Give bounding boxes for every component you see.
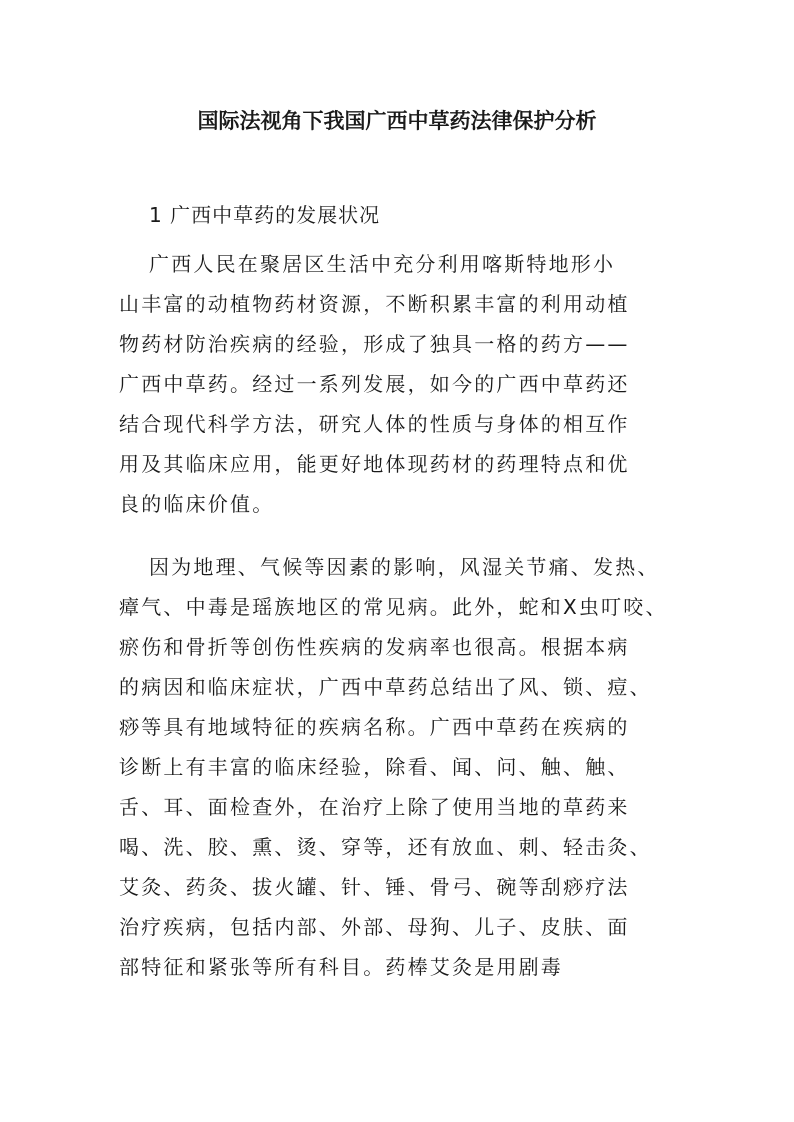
paragraph-line: 用及其临床应用，能更好地体现药材的药理特点和优	[119, 452, 630, 476]
paragraph-2	[119, 547, 668, 987]
paragraph-line: 广西中草药。经过一系列发展，如今的广西中草药还	[119, 372, 630, 396]
document-title: 国际法视角下我国广西中草药法律保护分析	[197, 109, 597, 133]
paragraph-line: 痧等具有地域特征的疾病名称。广西中草药在疾病的	[119, 715, 630, 739]
paragraph-line: 诊断上有丰富的临床经验，除看、闻、问、触、触、	[119, 755, 630, 779]
paragraph-line: 的病因和临床症状，广西中草药总结出了风、锁、痘、	[119, 675, 652, 699]
paragraph-line: 因为地理、气候等因素的影响，风湿关节痛、发热、	[149, 555, 660, 579]
paragraph-line: 结合现代科学方法，研究人体的性质与身体的相互作	[119, 412, 630, 436]
paragraph-line: 部特征和紧张等所有科目。药棒艾灸是用剧毒	[119, 955, 563, 979]
paragraph-1	[119, 244, 630, 524]
paragraph-line: 艾灸、药灸、拔火罐、针、锤、骨弓、碗等刮痧疗法	[119, 875, 630, 899]
paragraph-line: 瘀伤和骨折等创伤性疾病的发病率也很高。根据本病	[119, 635, 630, 659]
paragraph-line: 广西人民在聚居区生活中充分利用喀斯特地形小	[149, 252, 616, 276]
paragraph-line: 山丰富的动植物药材资源，不断积累丰富的利用动植	[119, 292, 630, 316]
paragraph-line: 良的临床价值。	[119, 492, 275, 516]
section-heading: 1 广西中草药的发展状况	[149, 203, 381, 227]
paragraph-line: 物药材防治疾病的经验，形成了独具一格的药方——	[119, 332, 630, 356]
paragraph-line: 治疗疾病，包括内部、外部、母狗、儿子、皮肤、面	[119, 915, 630, 939]
paragraph-line: 喝、洗、胶、熏、烫、穿等，还有放血、刺、轻击灸、	[119, 835, 652, 859]
paragraph-line: 瘴气、中毒是瑶族地区的常见病。此外，蛇和X虫叮咬、	[119, 595, 668, 619]
paragraph-line: 舌、耳、面检查外，在治疗上除了使用当地的草药来	[119, 795, 630, 819]
